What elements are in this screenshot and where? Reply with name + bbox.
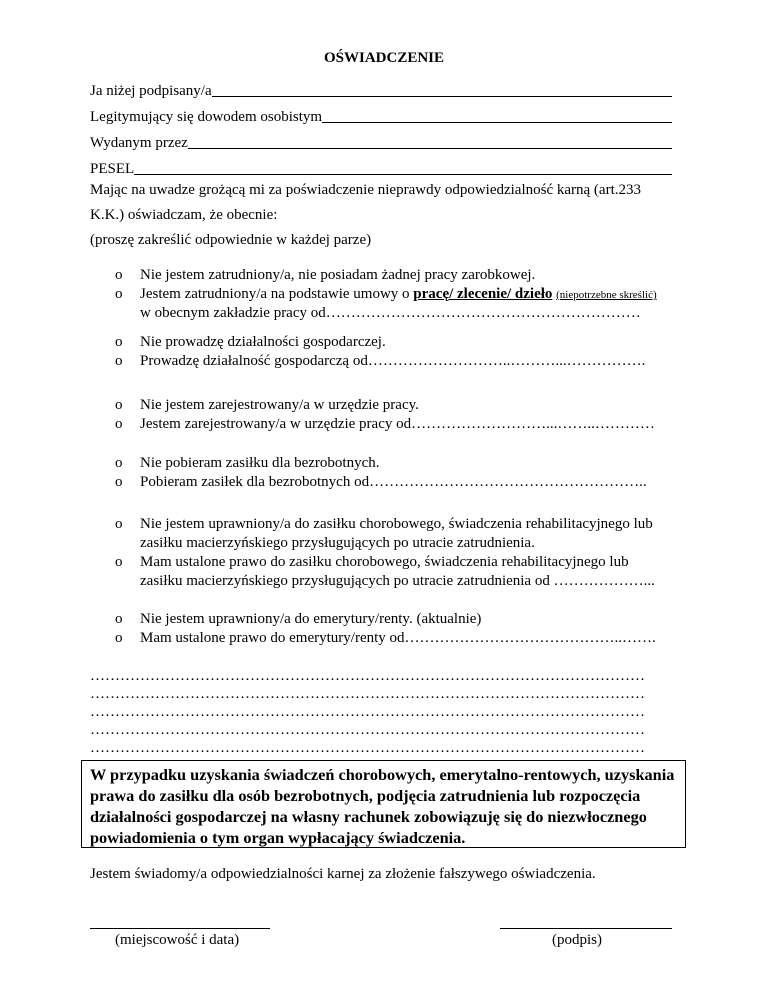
id-label: Legitymujący się dowodem osobistym bbox=[90, 109, 323, 125]
g5-option-b-line2: zasiłku macierzyńskiego przysługujących po utracie zatrudnienia od ………………... bbox=[140, 573, 655, 589]
g5-option-a-line2: zasiłku macierzyńskiego przysługujących po utracie zatrudnienia. bbox=[140, 535, 535, 551]
dotted-line[interactable]: ………………………………………………………………………………………………… bbox=[90, 668, 645, 684]
g1-option-b bbox=[140, 286, 657, 303]
intro-line-3: (proszę zakreślić odpowiednie w każdej parze) bbox=[90, 232, 372, 248]
pesel-label: PESEL bbox=[90, 161, 135, 177]
id-blank[interactable] bbox=[322, 121, 672, 123]
option-bullet[interactable]: o bbox=[115, 353, 123, 369]
g3-option-b: Jestem zarejestrowany/a w urzędzie pracy od………………………...……..………… bbox=[140, 416, 655, 432]
signature-line[interactable] bbox=[500, 928, 672, 930]
contract-type-options[interactable]: pracę/ zlecenie/ dzieło bbox=[413, 286, 553, 302]
g2-option-b: Prowadzę działalność gospodarczą od………………………..………...……………. bbox=[140, 353, 646, 369]
awareness-statement: Jestem świadomy/a odpowiedzialności karnej za złożenie fałszywego oświadczenia. bbox=[90, 866, 596, 882]
g6-option-a: Nie jestem uprawniony/a do emerytury/renty. (aktualnie) bbox=[140, 611, 482, 627]
strike-note: (niepotrzebne skreślić) bbox=[556, 289, 657, 301]
g2-option-a: Nie prowadzę działalności gospodarczej. bbox=[140, 334, 386, 350]
intro-line-2: K.K.) oświadczam, że obecnie: bbox=[90, 207, 278, 223]
name-field[interactable] bbox=[90, 82, 672, 100]
dotted-line[interactable]: ………………………………………………………………………………………………… bbox=[90, 704, 645, 720]
g5-option-a-line1: Nie jestem uprawniony/a do zasiłku chorobowego, świadczenia rehabilitacyjnego lub bbox=[140, 516, 653, 532]
option-bullet[interactable]: o bbox=[115, 516, 123, 532]
g6-option-b: Mam ustalone prawo do emerytury/renty od……………………………………..……. bbox=[140, 630, 656, 646]
g4-option-a: Nie pobieram zasiłku dla bezrobotnych. bbox=[140, 455, 380, 471]
option-bullet[interactable]: o bbox=[115, 416, 123, 432]
option-bullet[interactable]: o bbox=[115, 267, 123, 283]
option-bullet[interactable]: o bbox=[115, 334, 123, 350]
option-bullet[interactable]: o bbox=[115, 286, 123, 302]
g1-option-a: Nie jestem zatrudniony/a, nie posiadam żadnej pracy zarobkowej. bbox=[140, 267, 536, 283]
option-bullet[interactable]: o bbox=[115, 611, 123, 627]
option-bullet[interactable]: o bbox=[115, 554, 123, 570]
dotted-line[interactable]: ………………………………………………………………………………………………… bbox=[90, 686, 645, 702]
option-bullet[interactable]: o bbox=[115, 455, 123, 471]
g3-option-a: Nie jestem zarejestrowany/a w urzędzie pracy. bbox=[140, 397, 419, 413]
place-date-label: (miejscowość i data) bbox=[115, 932, 240, 948]
option-bullet[interactable]: o bbox=[115, 474, 123, 490]
dotted-line[interactable]: ………………………………………………………………………………………………… bbox=[90, 722, 645, 738]
g5-option-b-line1: Mam ustalone prawo do zasiłku chorobowego, świadczenia rehabilitacyjnego lub bbox=[140, 554, 629, 570]
name-label: Ja niżej podpisany/a bbox=[90, 83, 212, 99]
issued-blank[interactable] bbox=[188, 147, 672, 149]
issued-field[interactable] bbox=[90, 134, 672, 152]
g4-option-b: Pobieram zasiłek dla bezrobotnych od……………………………………………….. bbox=[140, 474, 647, 490]
page-title: OŚWIADCZENIE bbox=[323, 50, 445, 66]
id-field[interactable] bbox=[90, 108, 672, 126]
signature-label: (podpis) bbox=[552, 932, 602, 948]
name-blank[interactable] bbox=[212, 95, 672, 97]
place-date-line[interactable] bbox=[90, 928, 270, 930]
notice-text: W przypadku uzyskania świadczeń chorobowych, emerytalno-rentowych, uzyskania prawa do zasiłku dla osób bezrobotnych, podjęcia zatrudnienia lub rozpoczęcia działalności gospodarczej na własny rachunek zobowiązuję się do niezwłocznego powiadomienia o tym organ wypłacający świadczenia. bbox=[90, 765, 675, 847]
pesel-blank[interactable] bbox=[134, 173, 672, 175]
dotted-line[interactable]: ………………………………………………………………………………………………… bbox=[90, 740, 645, 756]
option-bullet[interactable]: o bbox=[115, 397, 123, 413]
issued-label: Wydanym przez bbox=[90, 135, 188, 151]
g1-option-b-prefix: Jestem zatrudniony/a na podstawie umowy o bbox=[140, 286, 414, 302]
intro-line-1: Mając na uwadze grożącą mi za poświadczenie nieprawdy odpowiedzialność karną (art.233 bbox=[90, 182, 642, 198]
g1-option-b-line2: w obecnym zakładzie pracy od……………………………………………………… bbox=[140, 305, 641, 321]
pesel-field[interactable] bbox=[90, 160, 672, 178]
option-bullet[interactable]: o bbox=[115, 630, 123, 646]
